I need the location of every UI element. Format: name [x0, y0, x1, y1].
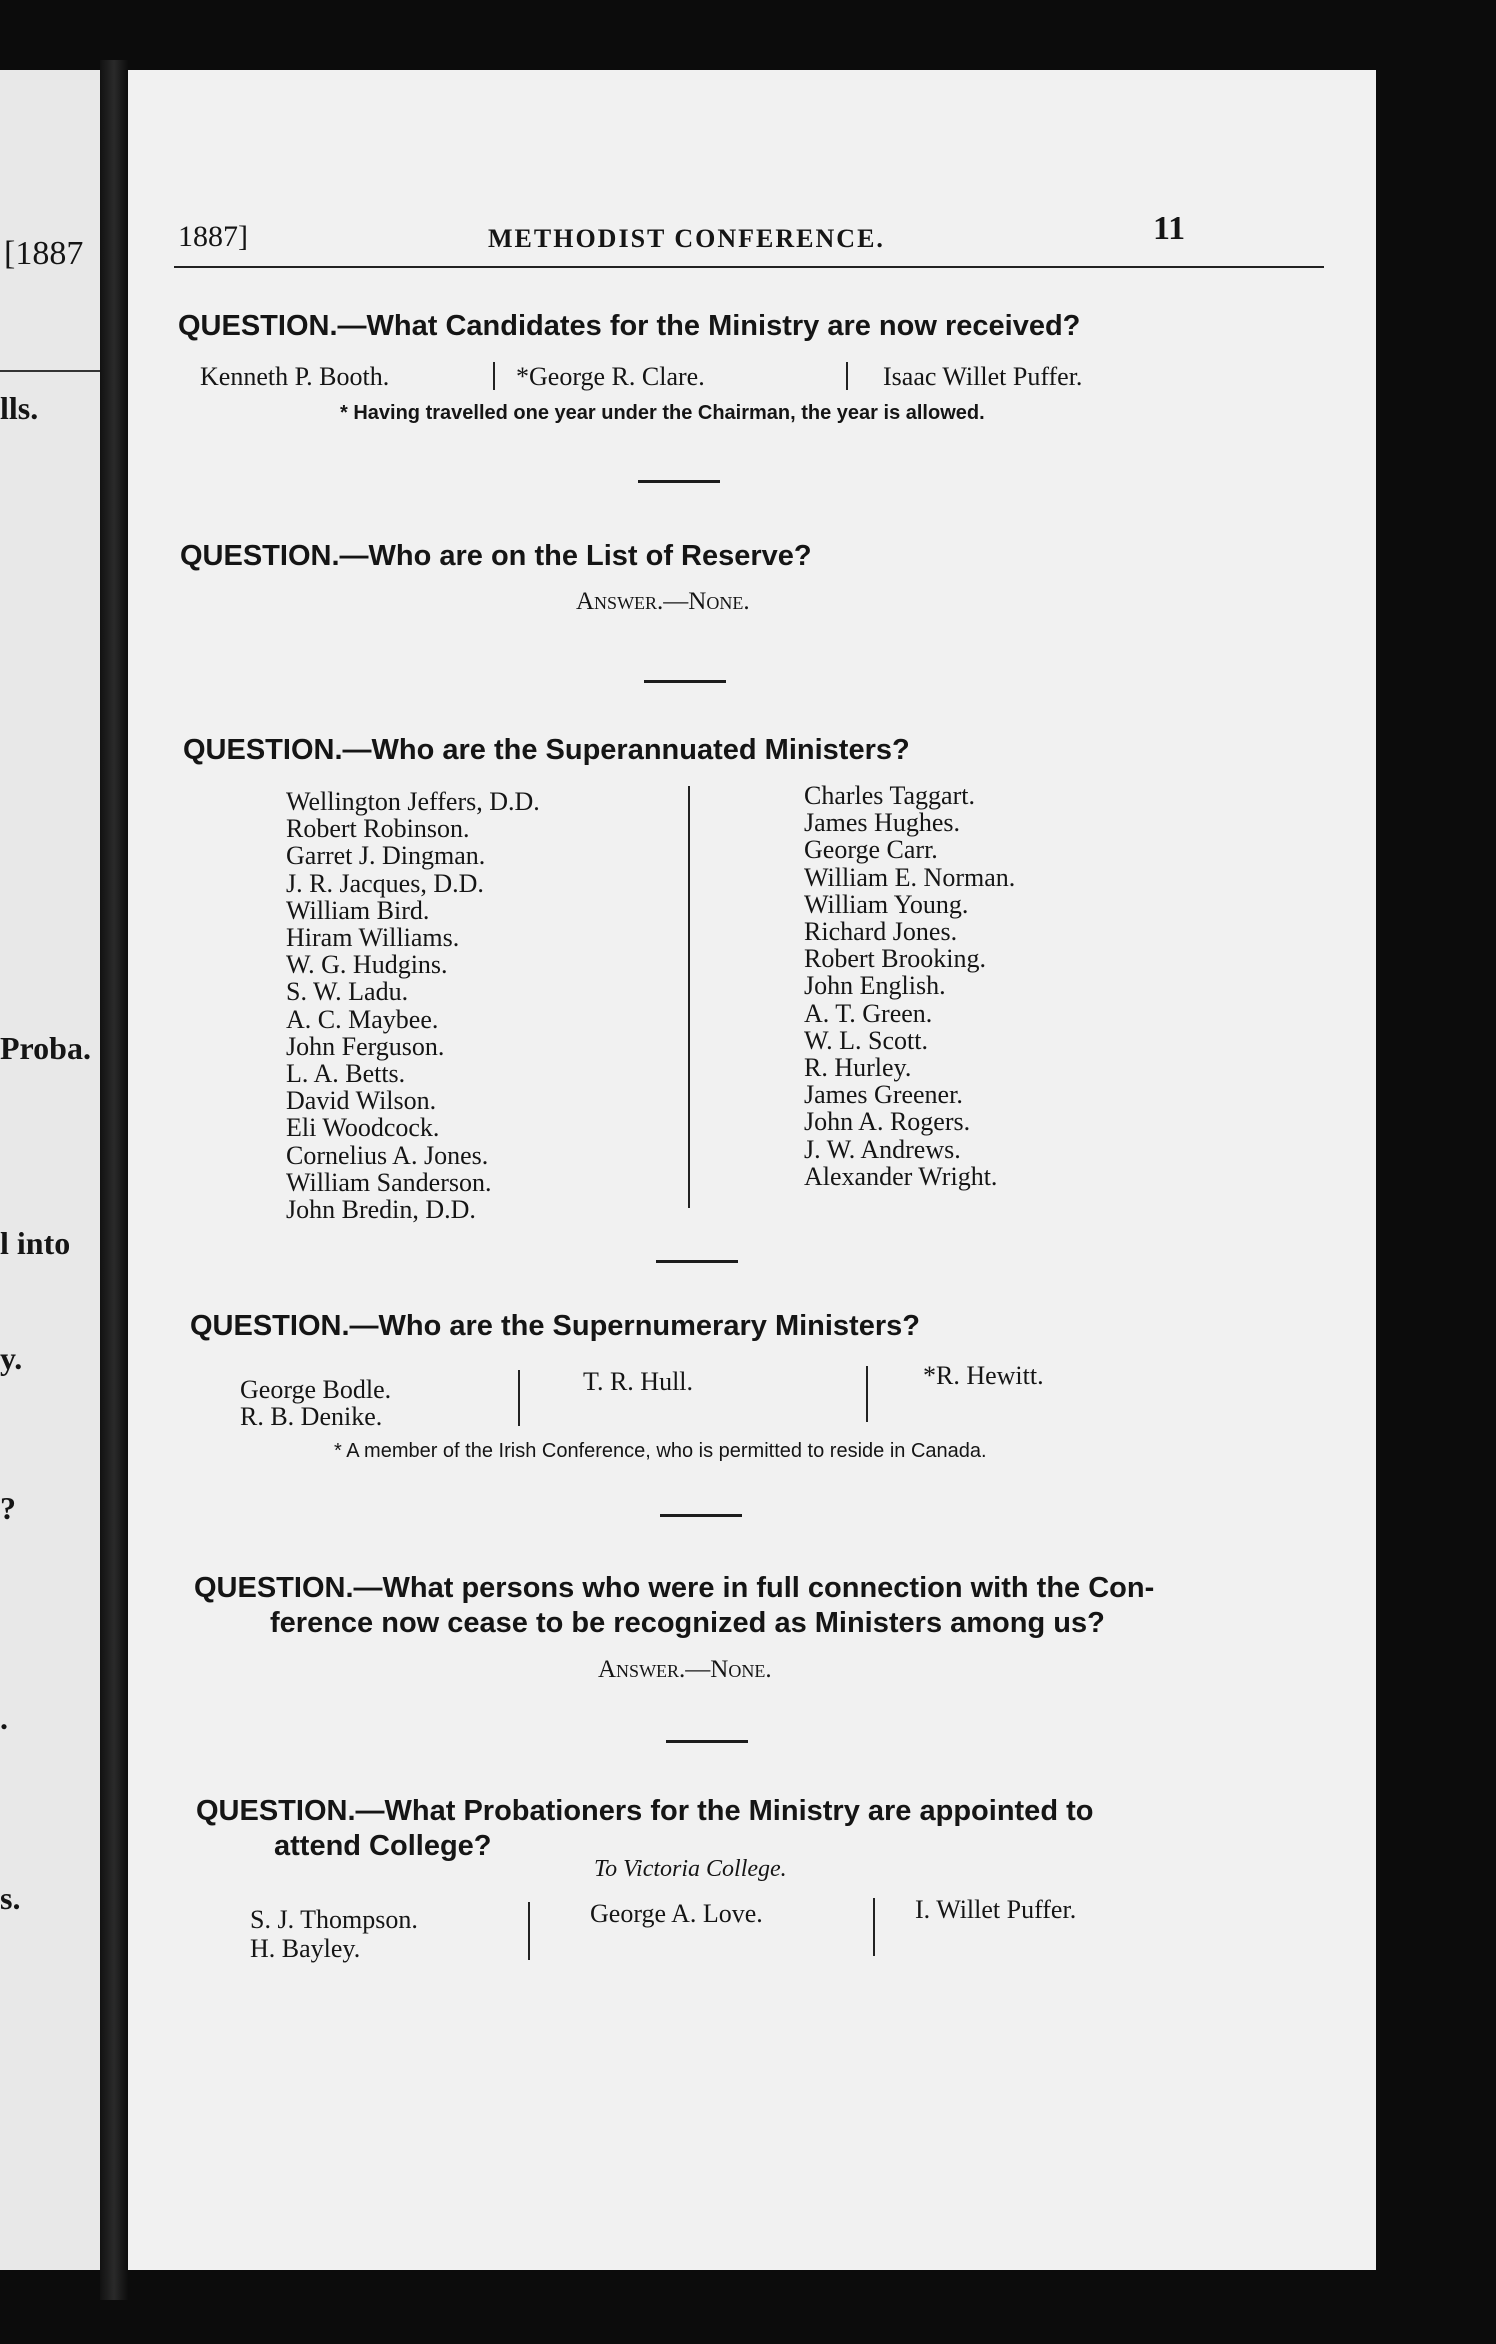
left-facing-page — [0, 70, 100, 2270]
superannuated-name: Hiram Williams. — [286, 923, 460, 952]
section-separator — [644, 680, 726, 683]
question-supernumerary: QUESTION.—Who are the Supernumerary Ministers? — [190, 1310, 920, 1342]
superannuated-name: William Sanderson. — [286, 1167, 492, 1197]
superannuated-name: David Wilson. — [286, 1086, 437, 1116]
left-fragment: l into — [0, 1225, 71, 1261]
left-page-year: [1887 — [4, 235, 84, 272]
question-college-continued: attend College? — [274, 1830, 492, 1862]
question-college: QUESTION.—What Probationers for the Ministry are appointed to — [196, 1795, 1094, 1827]
superannuated-name: George Carr. — [804, 835, 938, 865]
left-fragment: Proba. — [0, 1030, 91, 1066]
superannuated-name: William Young. — [804, 889, 969, 919]
superannuated-name: Cornelius A. Jones. — [286, 1140, 489, 1170]
document-page — [128, 70, 1376, 2270]
column-divider — [688, 786, 690, 1208]
probationer-name: I. Willet Puffer. — [915, 1895, 1077, 1924]
supernumerary-name: *R. Hewitt. — [923, 1361, 1044, 1390]
superannuated-name: Charles Taggart. — [804, 781, 975, 810]
superannuated-name: A. C. Maybee. — [286, 1004, 439, 1034]
superannuated-name: Alexander Wright. — [804, 1161, 998, 1191]
left-page-rule — [0, 370, 100, 372]
left-fragment: . — [0, 1700, 8, 1736]
header-title: METHODIST CONFERENCE. — [488, 224, 885, 253]
footnote-supernumerary: * A member of the Irish Conference, who is permitted to reside in Canada. — [334, 1440, 987, 1462]
page-number: 11 — [1153, 210, 1186, 247]
left-fragment: y. — [0, 1340, 23, 1376]
book-gutter — [100, 60, 128, 2300]
probationer-name: H. Bayley. — [250, 1934, 361, 1963]
superannuated-name: William E. Norman. — [804, 862, 1016, 892]
candidate-name: Kenneth P. Booth. — [200, 362, 390, 391]
supernumerary-name: R. B. Denike. — [240, 1402, 383, 1431]
column-divider — [518, 1370, 520, 1426]
answer-ceased: Answer.—None. — [598, 1656, 772, 1683]
superannuated-name: W. G. Hudgins. — [286, 950, 448, 980]
footnote-candidates: * Having travelled one year under the Chairman, the year is allowed. — [340, 402, 985, 424]
candidate-name: Isaac Willet Puffer. — [883, 362, 1083, 391]
column-divider — [493, 362, 495, 390]
superannuated-name: William Bird. — [286, 895, 430, 925]
superannuated-name: John Bredin, D.D. — [286, 1195, 476, 1224]
question-candidates: QUESTION.—What Candidates for the Ministry are now received? — [178, 310, 1081, 342]
superannuated-name: John English. — [804, 971, 946, 1001]
question-superannuated: QUESTION.—Who are the Superannuated Ministers? — [183, 734, 910, 766]
left-fragment: lls. — [0, 390, 39, 426]
section-separator — [638, 480, 720, 483]
section-separator — [666, 1740, 748, 1743]
superannuated-name: W. L. Scott. — [804, 1025, 928, 1055]
superannuated-name: Robert Brooking. — [804, 944, 986, 974]
left-fragment: s. — [0, 1880, 21, 1916]
superannuated-name: Eli Woodcock. — [286, 1113, 440, 1143]
header-rule — [174, 266, 1324, 268]
left-fragment: ? — [0, 1490, 16, 1526]
column-divider — [846, 362, 848, 390]
question-reserve: QUESTION.—Who are on the List of Reserve? — [180, 540, 812, 572]
probationer-name: George A. Love. — [590, 1899, 763, 1928]
candidate-name: *George R. Clare. — [516, 362, 705, 391]
superannuated-name: James Hughes. — [804, 808, 960, 838]
superannuated-name: L. A. Betts. — [286, 1059, 406, 1088]
column-divider — [866, 1366, 868, 1422]
section-separator — [656, 1260, 738, 1263]
supernumerary-name: T. R. Hull. — [583, 1367, 694, 1396]
probationer-name: S. J. Thompson. — [250, 1905, 418, 1934]
superannuated-name: S. W. Ladu. — [286, 977, 409, 1007]
question-ceased: QUESTION.—What persons who were in full connection with the Con- — [194, 1572, 1155, 1604]
header-year: 1887] — [178, 220, 248, 253]
superannuated-name: James Greener. — [804, 1080, 963, 1110]
supernumerary-name: George Bodle. — [240, 1375, 392, 1404]
superannuated-name: R. Hurley. — [804, 1053, 912, 1082]
column-divider — [528, 1902, 530, 1960]
superannuated-name: Garret J. Dingman. — [286, 841, 486, 871]
section-separator — [660, 1514, 742, 1517]
superannuated-name: John A. Rogers. — [804, 1107, 971, 1137]
superannuated-name: Wellington Jeffers, D.D. — [286, 787, 540, 816]
superannuated-name: John Ferguson. — [286, 1031, 445, 1061]
question-ceased-continued: ference now cease to be recognized as Ministers among us? — [270, 1607, 1105, 1639]
superannuated-name: Richard Jones. — [804, 917, 958, 946]
superannuated-name: Robert Robinson. — [286, 814, 470, 844]
column-divider — [873, 1898, 875, 1956]
superannuated-name: A. T. Green. — [804, 998, 933, 1028]
answer-reserve: Answer.—None. — [576, 588, 750, 615]
superannuated-name: J. W. Andrews. — [804, 1134, 961, 1164]
superannuated-name: J. R. Jacques, D.D. — [286, 868, 484, 898]
college-subheading: To Victoria College. — [594, 1856, 787, 1882]
